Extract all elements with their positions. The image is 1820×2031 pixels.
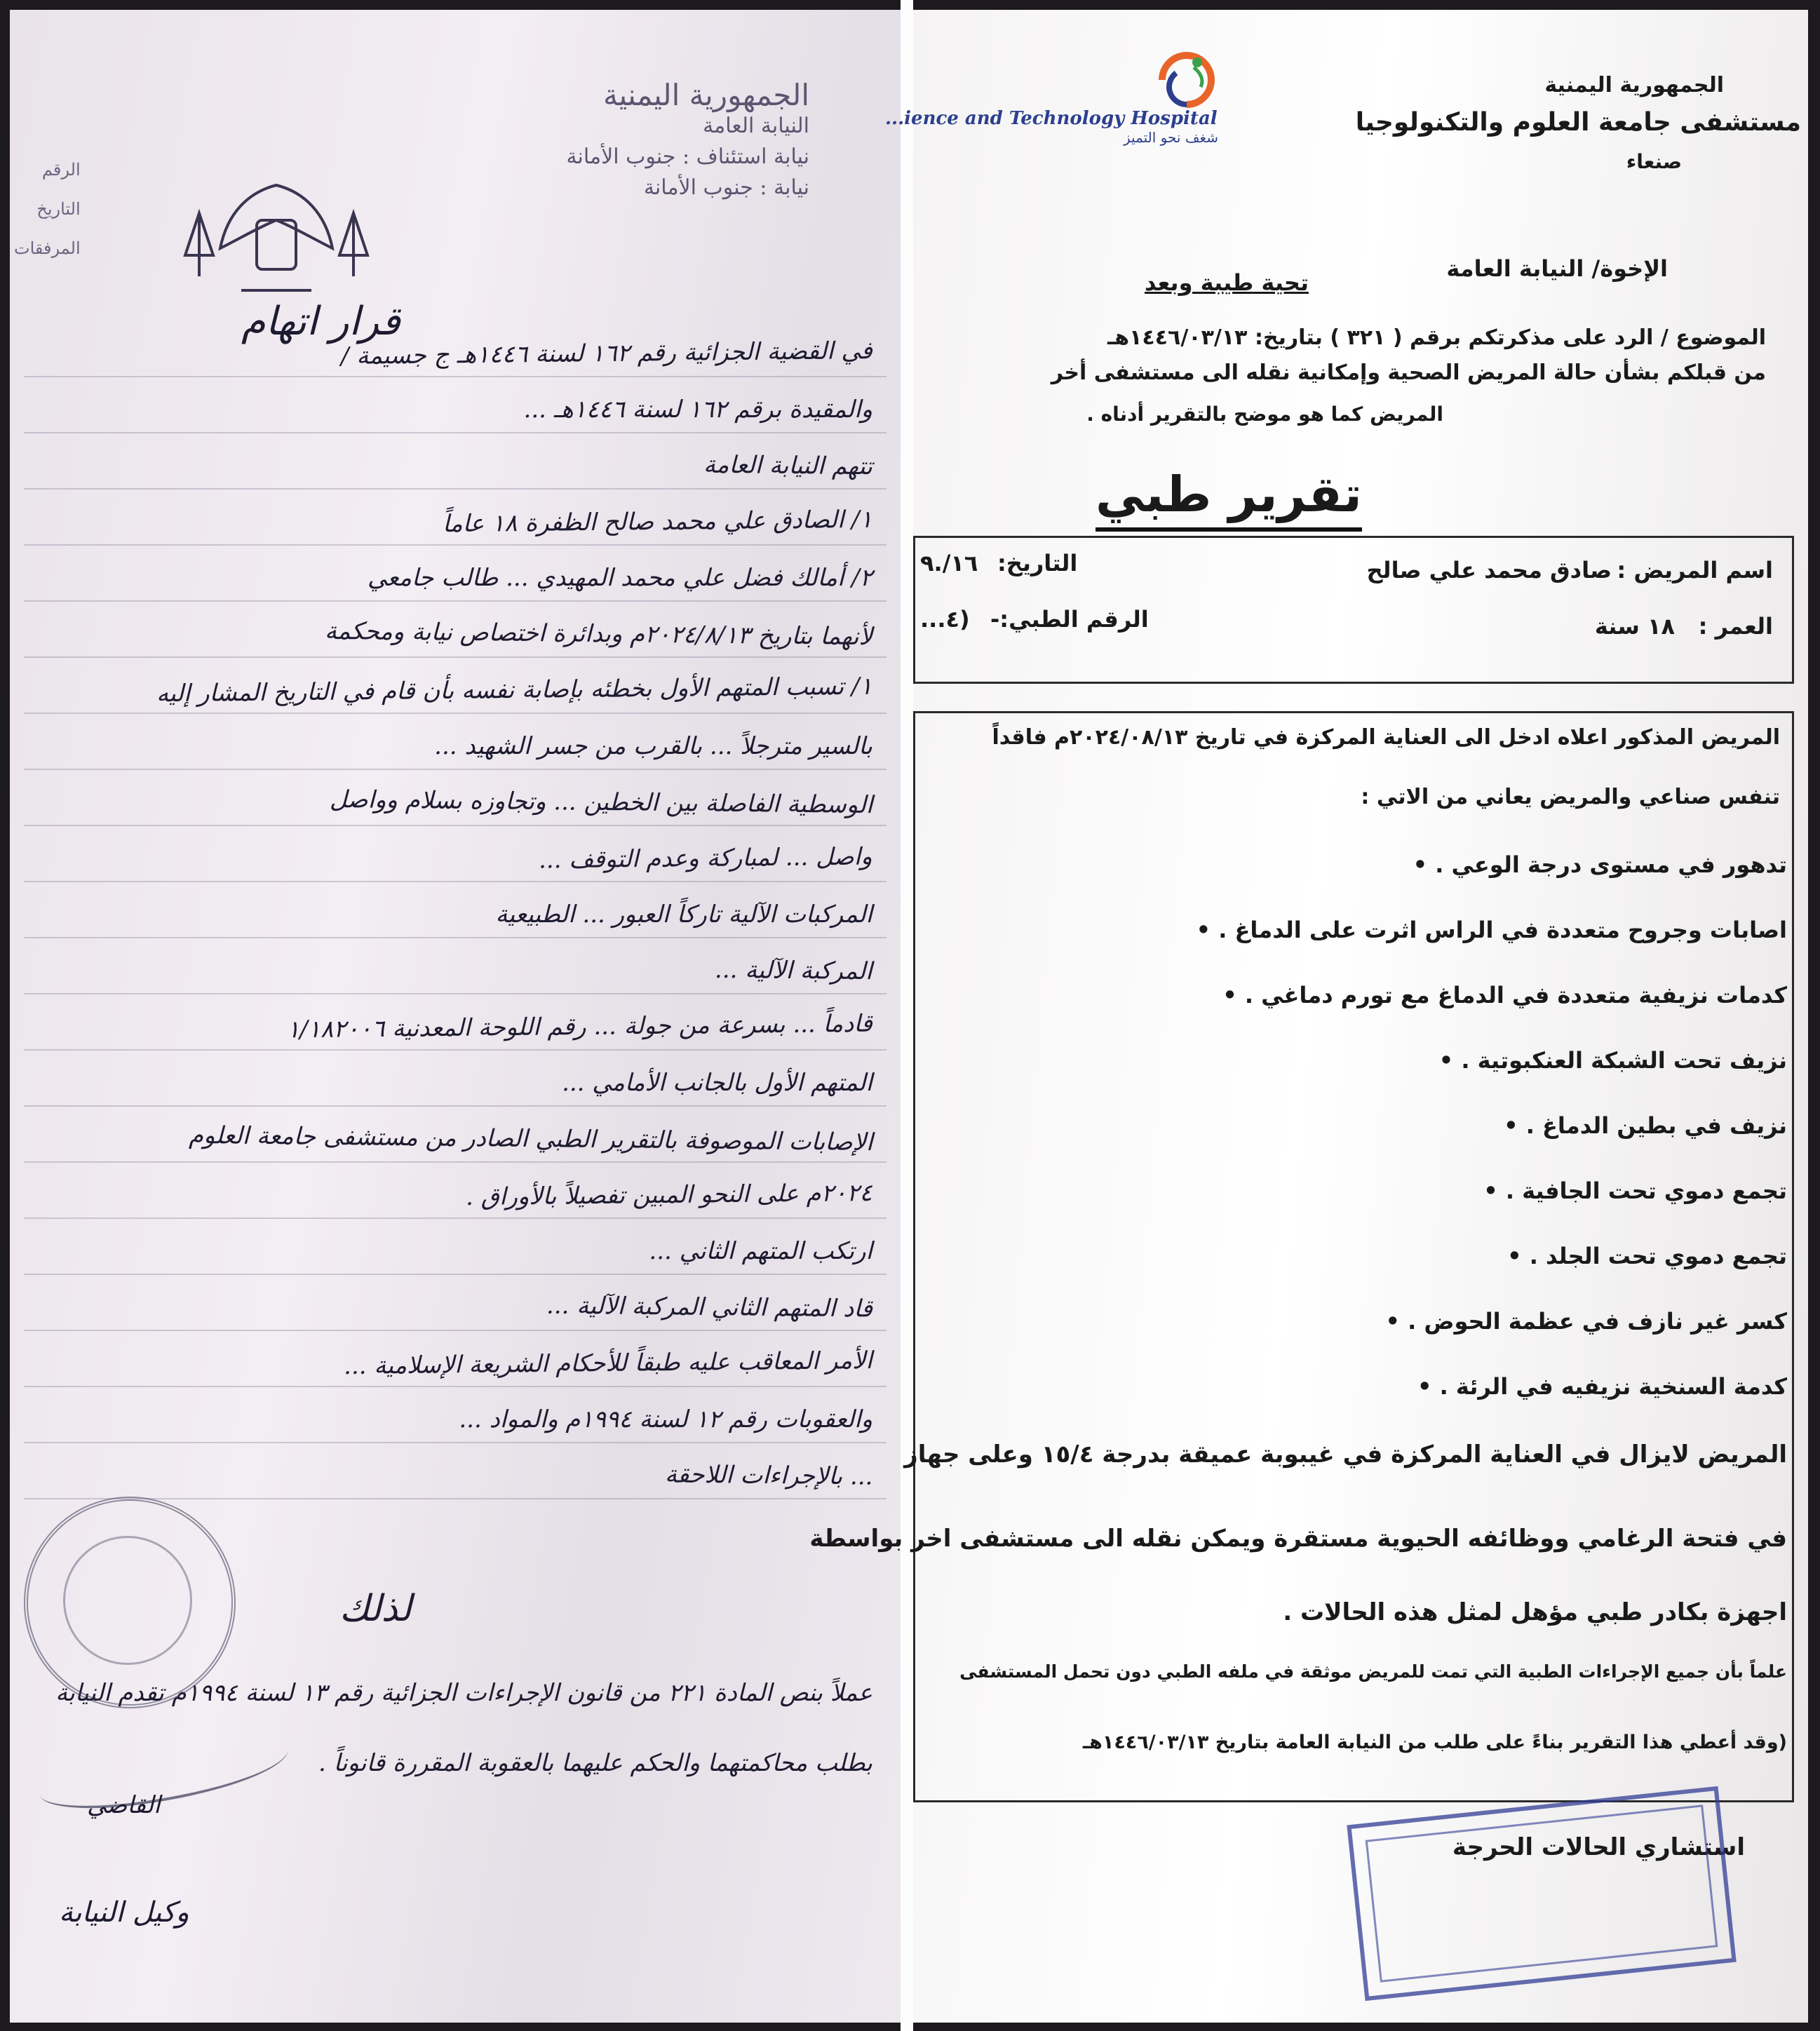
indictment-line: واصل ... لمباركة وعدم التوقف ... [539, 842, 873, 875]
indictment-line: الإصابات الموصوفة بالتقرير الطبي الصادر من مستشفى جامعة العلوم [188, 1121, 873, 1157]
indictment-line: المتهم الأول بالجانب الأمامي ... [562, 1069, 872, 1097]
ruled-line [24, 544, 887, 546]
ruled-line [24, 1049, 887, 1051]
age-value: ١٨ سنة [1594, 613, 1675, 640]
indictment-line: والمقيدة برقم ١٦٢ لسنة ١٤٤٦هـ ... [523, 396, 872, 424]
closing-line: عملاً بنص المادة ٢٢١ من قانون الإجراءات الجزائية رقم ١٣ لسنة ١٩٩٤م تقدم النيابة [55, 1679, 872, 1707]
ruled-line [24, 993, 887, 994]
age-label: العمر : [1698, 613, 1773, 640]
signature [35, 1725, 293, 1818]
indictment-line: ... بالإجراءات اللاحقة [664, 1460, 873, 1491]
left-header-line: الجمهورية اليمنية [602, 78, 809, 112]
ruled-line [24, 656, 887, 658]
indictment-line: والعقوبات رقم ١٢ لسنة ١٩٩٤م والمواد ... [459, 1405, 872, 1433]
left-header-line: نيابة استئناف : جنوب الأمانة [566, 144, 809, 169]
date-value: ١٦/.٩ [920, 550, 978, 576]
left-header-line: النيابة العامة [703, 114, 809, 138]
finding-item: كسر غير نازف في عظمة الحوض . • [1386, 1308, 1788, 1335]
subject-line: من قبلكم بشأن حالة المريض الصحية وإمكانية نقله الى مستشفى أخر [1051, 360, 1766, 385]
side-label: الرقم [41, 160, 81, 180]
city-name: صنعاء [1626, 150, 1682, 173]
indictment-line: الأمر المعاقب عليه طبقاً للأحكام الشريعة الإسلامية ... [343, 1347, 873, 1380]
republic-emblem-icon [178, 171, 375, 311]
ruled-line [24, 1330, 887, 1331]
left-header [566, 80, 809, 203]
finding-item: تجمع دموي تحت الجلد . • [1507, 1243, 1787, 1269]
report-title: تقرير طبي [1096, 466, 1362, 532]
finding-item: نزيف تحت الشبكة العنكبوتية . • [1439, 1047, 1787, 1074]
conclusion-line: في فتحة الرغامي ووظائفه الحيوية مستقرة ويمكن نقله الى مستشفى اخر بواسطة [809, 1525, 1787, 1553]
medical-report-photo [809, 10, 1808, 2023]
ruled-line [24, 376, 887, 377]
subject-line: الموضوع / الرد على مذكرتكم برقم ( ٣٢١ ) بتاريخ: ١٤٤٦/٠٣/١٣هـ [1107, 325, 1766, 350]
indictment-line: ١/ تسبب المتهم الأول بخطئه بإصابة نفسه بأن قام في التاريخ المشار إليه [156, 672, 873, 708]
signatory-title: استشاري الحالات الحرجة [1452, 1833, 1745, 1861]
finding-item: تدهور في مستوى درجة الوعي . • [1413, 851, 1787, 878]
judge-label: القاضي [87, 1791, 161, 1819]
indictment-line: قاد المتهم الثاني المركبة الآلية ... [546, 1291, 873, 1323]
therefore-heading: لذلك [339, 1588, 412, 1630]
hospital-stamp [1347, 1786, 1736, 2001]
document-title: قرار اتهام [241, 299, 400, 344]
intro-line: المريض المذكور اعلاه ادخل الى العناية المركزة في تاريخ ٢٠٢٤/٠٨/١٣م فاقداً [992, 725, 1780, 750]
closing-line: بطلب محاكمتهما والحكم عليهما بالعقوبة المقررة قانوناً . [318, 1749, 872, 1777]
greeting: تحية طيبة وبعد [1145, 269, 1309, 296]
finding-item: كدمات نزيفية متعددة في الدماغ مع تورم دماغي . • [1222, 982, 1787, 1008]
finding-item: تجمع دموي تحت الجافية . • [1483, 1178, 1787, 1204]
ruled-line [24, 1217, 887, 1219]
indictment-line: ٢/ أمالك فضل علي محمد المهيدي ... طالب جامعي [367, 564, 872, 592]
ruled-line [24, 488, 887, 490]
indictment-line: المركبات الآلية تاركاً العبور ... الطبيعية [495, 900, 872, 929]
issued-line: (وقد أعطي هذا التقرير بناءً على طلب من النيابة العامة بتاريخ ١٤٤٦/٠٣/١٣هـ [1082, 1732, 1787, 1753]
indictment-line: المركبة الآلية ... [715, 955, 873, 986]
date-label: التاريخ: [997, 550, 1078, 576]
ruled-line [24, 825, 887, 826]
indictment-line: ٢٠٢٤م على النحو المبين تفصيلاً بالأوراق . [466, 1178, 873, 1212]
republic-name: الجمهورية اليمنية [1544, 73, 1724, 97]
finding-item: نزيف في بطين الدماغ . • [1504, 1112, 1787, 1139]
patient-name: صادق محمد علي صالح [1366, 557, 1612, 583]
indictment-line: لأنهما بتاريخ ٢٠٢٤/٨/١٣م وبدائرة اختصاص نيابة ومحكمة [324, 616, 873, 652]
ruled-line [24, 600, 887, 602]
prosecutor-label: وكيل النيابة [59, 1896, 189, 1929]
indictment-line: في القضية الجزائية رقم ١٦٢ لسنة ١٤٤٦هـ ج جسيمة / [340, 337, 873, 370]
ruled-line [24, 1161, 887, 1163]
ruled-line [24, 1442, 887, 1443]
indictment-line: ١/ الصادق علي محمد صالح الظفرة ١٨ عاماً [442, 505, 873, 539]
indictment-line: الوسطية الفاصلة بين الخطين ... وتجاوزه بسلام وواصل [329, 785, 873, 820]
ruled-line [24, 713, 887, 714]
conclusion-line: اجهزة بكادر طبي مؤهل لمثل هذه الحالات . [1283, 1598, 1787, 1626]
indictment-line: ارتكب المتهم الثاني ... [649, 1237, 872, 1265]
indictment-line: تتهم النيابة العامة [703, 450, 873, 481]
indictment-photo [10, 10, 901, 2023]
official-stamp [24, 1497, 236, 1708]
finding-item: اصابات وجروح متعددة في الراس اثرت على الدماغ . • [1197, 917, 1787, 943]
ruled-line [24, 1274, 887, 1275]
hospital-name-en: ...ience and Technology Hospital [885, 108, 1218, 129]
side-label: المرفقات [14, 238, 81, 258]
medical-no-label: الرقم الطبي:- [990, 606, 1149, 633]
ruled-line [24, 881, 887, 882]
ruled-line [24, 937, 887, 938]
logo-tagline: شغف نحو التميز [1124, 129, 1218, 146]
patient-name-label: اسم المريض : [1617, 557, 1773, 583]
note-line: علماً بأن جميع الإجراءات الطبية التي تمت للمريض موثقة في ملفه الطبي دون تحمل المستشفى [959, 1661, 1787, 1682]
indictment-line: قادماً ... بسرعة من جولة ... رقم اللوحة المعدنية ١/١٨٢٠٠٦ [286, 1009, 873, 1044]
indictment-line: بالسير مترجلاً ... بالقرب من جسر الشهيد ... [434, 732, 872, 760]
subject-line: المريض كما هو موضح بالتقرير أدناه . [1086, 403, 1443, 426]
photo-divider [901, 0, 913, 2031]
ruled-line [24, 432, 887, 433]
conclusion-line: المريض لايزال في العناية المركزة في غيبوبة عميقة بدرجة ١٥/٤ وعلى جهاز [904, 1440, 1787, 1469]
left-side-labels [14, 150, 81, 268]
ruled-line [24, 769, 887, 770]
addressee: الإخوة/ النيابة العامة [1446, 255, 1668, 282]
side-label: التاريخ [36, 199, 81, 219]
left-header-line: نيابة : جنوب الأمانة [643, 175, 809, 200]
medical-no-value: (٤... [920, 606, 970, 633]
ruled-line [24, 1105, 887, 1107]
ruled-line [24, 1386, 887, 1387]
hospital-name-ar: مستشفى جامعة العلوم والتكنولوجيا [1355, 108, 1801, 137]
finding-item: كدمة السنخية نزيفيه في الرئة . • [1417, 1373, 1787, 1400]
intro-line: تنفس صناعي والمريض يعاني من الاتي : [1361, 785, 1780, 809]
